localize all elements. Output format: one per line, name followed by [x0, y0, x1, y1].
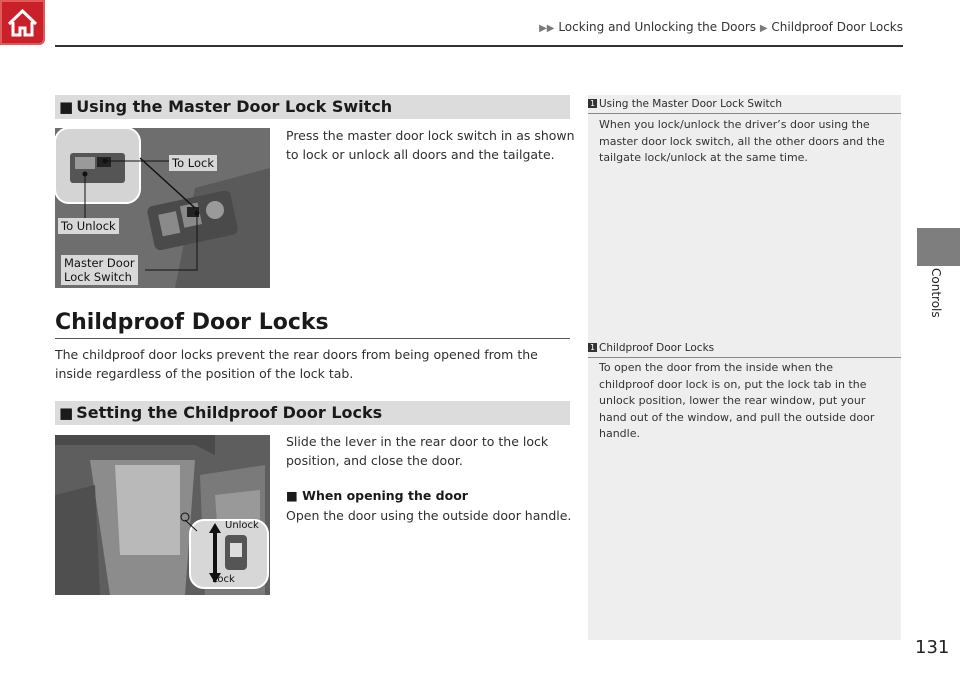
- header-divider: [55, 45, 903, 47]
- note-heading-childproof: 1 Childproof Door Locks: [589, 342, 715, 354]
- callout-to-unlock: To Unlock: [58, 218, 119, 234]
- callout-unlock: Unlock: [225, 520, 259, 531]
- callout-to-lock: To Lock: [169, 155, 217, 171]
- section-heading-childproof: ■ Setting the Childproof Door Locks: [55, 401, 570, 425]
- note-text-childproof: To open the door from the inside when the childproof door lock is on, put the lock tab in the unlock position, lower the rear window, put your hand out of the window, and pull the outside door handle.: [599, 361, 875, 440]
- section-heading-master-switch: ■ Using the Master Door Lock Switch: [55, 95, 570, 119]
- subheading-when-opening: ■ When opening the door: [286, 488, 468, 503]
- note-divider: [588, 113, 901, 114]
- page-title: Childproof Door Locks: [55, 310, 329, 335]
- breadcrumb-parent[interactable]: Locking and Unlocking the Doors: [558, 20, 757, 34]
- side-tab-label[interactable]: Controls: [929, 268, 943, 318]
- note-divider: [588, 357, 901, 358]
- breadcrumb-arrow-icon: ▶: [759, 23, 768, 34]
- breadcrumb: [515, 20, 903, 34]
- side-tab-marker[interactable]: [917, 228, 960, 266]
- callout-master-switch: Master Door Lock Switch: [61, 255, 138, 285]
- breadcrumb-arrow-icon: ▶▶: [539, 23, 555, 34]
- childproof-lock-illustration: [55, 435, 270, 595]
- note-marker-icon: 1: [589, 343, 596, 352]
- note-marker-icon: 1: [589, 99, 596, 108]
- master-switch-body: Press the master door lock switch in as shown to lock or unlock all doors and the tailgate.: [286, 128, 575, 162]
- page-number: 131: [915, 637, 950, 658]
- intro-text: The childproof door locks prevent the rear doors from being opened from the inside regardless of the position of the lock tab.: [55, 347, 538, 381]
- note-heading-master-switch: 1 Using the Master Door Lock Switch: [589, 98, 783, 110]
- childproof-body: Slide the lever in the rear door to the lock position, and close the door.: [286, 434, 549, 468]
- when-opening-body: Open the door using the outside door handle.: [286, 508, 572, 523]
- callout-lock: Lock: [212, 574, 235, 585]
- title-divider: [55, 338, 570, 339]
- home-button[interactable]: [0, 0, 45, 45]
- square-bullet-icon: ■: [59, 98, 74, 116]
- breadcrumb-current: Childproof Door Locks: [771, 20, 903, 34]
- note-text-master-switch: When you lock/unlock the driver’s door using the master door lock switch, all the other doors and the tailgate lock/unlock at the same time.: [599, 118, 885, 164]
- square-bullet-icon: ■: [59, 404, 74, 422]
- square-bullet-icon: ■: [286, 488, 303, 503]
- home-icon: [0, 0, 45, 45]
